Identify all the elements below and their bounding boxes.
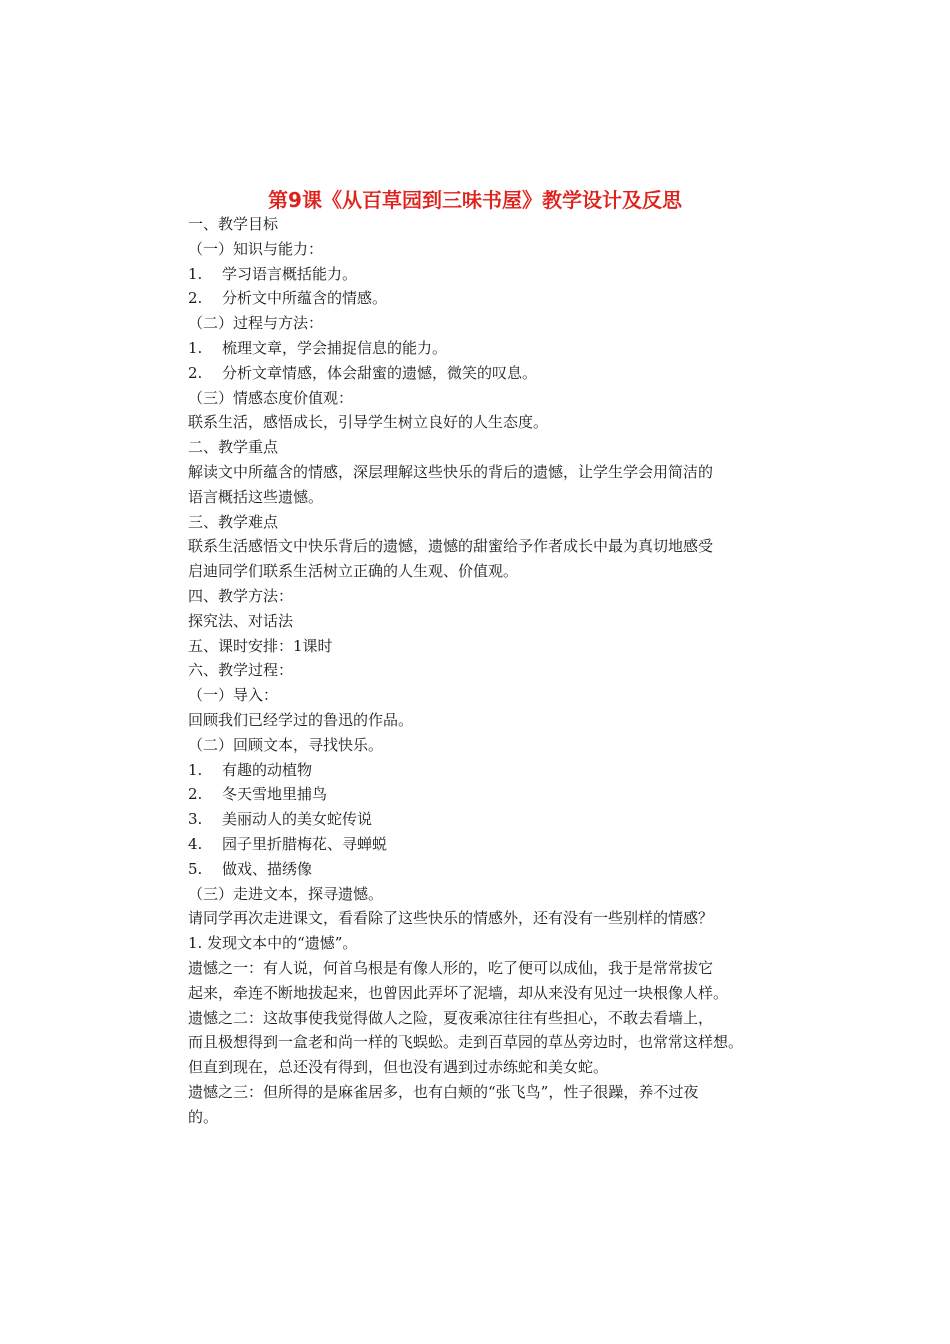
line-31: 遗憾之一：有人说，何首乌根是有像人形的，吃了便可以成仙，我于是常常拔它: [188, 958, 714, 977]
line-13: 三、教学难点: [188, 512, 279, 531]
line-37: 的。: [188, 1107, 219, 1126]
list-item: 4. 园子里折腊梅花、寻蝉蜕: [188, 832, 788, 857]
list-item: 3. 美丽动人的美女蛇传说: [188, 807, 788, 832]
line-19: 六、教学过程：: [188, 661, 294, 680]
line-30: 1. 发现文本中的“遗憾”。: [188, 934, 358, 953]
line-29: 请同学再次走进课文，看看除了这些快乐的情感外，还有没有一些别样的情感？: [188, 909, 714, 928]
list-number: 1.: [188, 760, 203, 779]
line-16: 四、教学方法：: [188, 586, 294, 605]
list-number: 4.: [188, 834, 203, 853]
list-item: 1. 学习语言概括能力。: [188, 262, 788, 287]
line-15: 启迪同学们联系生活树立正确的人生观、价值观。: [188, 562, 519, 581]
line-21: 回顾我们已经学过的鲁迅的作品。: [188, 710, 414, 729]
line-32: 起来，牵连不断地拔起来，也曾因此弄坏了泥墙，却从来没有见过一块根像人样。: [188, 983, 729, 1002]
line-18: 五、课时安排：1课时: [188, 636, 333, 655]
list-number: 2.: [188, 785, 203, 804]
list-item: 2. 分析文章情感，体会甜蜜的遗憾，微笑的叹息。: [188, 361, 788, 386]
list-number: 1.: [188, 338, 203, 357]
line-2: （一）知识与能力：: [188, 239, 324, 258]
line-5: （二）过程与方法：: [188, 314, 324, 333]
list-item: 2. 冬天雪地里捕鸟: [188, 782, 788, 807]
list-item: 1. 梳理文章，学会捕捉信息的能力。: [188, 336, 788, 361]
line-14: 联系生活感悟文中快乐背后的遗憾，遗憾的甜蜜给予作者成长中最为真切地感受: [188, 537, 714, 556]
line-1: 一、教学目标: [188, 215, 279, 233]
line-9: 联系生活，感悟成长，引导学生树立良好的人生态度。: [188, 413, 549, 432]
line-28: （三）走进文本，探寻遗憾。: [188, 884, 384, 903]
document-body: [188, 212, 788, 1129]
list-number: 5.: [188, 859, 203, 878]
list-number: 2.: [188, 363, 203, 382]
line-36: 遗憾之三：但所得的是麻雀居多，也有白颊的“张飞鸟”，性子很躁，养不过夜: [188, 1082, 699, 1101]
document-title: 第9课《从百草园到三味书屋》教学设计及反思: [268, 188, 682, 212]
list-number: 2.: [188, 289, 203, 308]
list-item: 1. 有趣的动植物: [188, 758, 788, 783]
line-22: （二）回顾文本，寻找快乐。: [188, 735, 384, 754]
list-item: 5. 做戏、描绣像: [188, 857, 788, 882]
line-12: 语言概括这些遗憾。: [188, 487, 324, 506]
list-number: 1.: [188, 264, 203, 283]
line-33: 遗憾之二：这故事使我觉得做人之险，夏夜乘凉往往有些担心，不敢去看墙上，: [188, 1008, 714, 1027]
line-8: （三）情感态度价值观：: [188, 388, 354, 407]
line-35: 但直到现在，总还没有得到，但也没有遇到过赤练蛇和美女蛇。: [188, 1058, 609, 1077]
line-20: （一）导入：: [188, 686, 279, 705]
line-17: 探究法、对话法: [188, 611, 294, 630]
line-10: 二、教学重点: [188, 438, 279, 457]
list-number: 3.: [188, 810, 203, 829]
line-11: 解读文中所蕴含的情感，深层理解这些快乐的背后的遗憾，让学生学会用简洁的: [188, 462, 714, 481]
line-34: 而且极想得到一盒老和尚一样的飞蜈蚣。走到百草园的草丛旁边时，也常常这样想。: [188, 1033, 744, 1052]
list-item: 2. 分析文中所蕴含的情感。: [188, 286, 788, 311]
